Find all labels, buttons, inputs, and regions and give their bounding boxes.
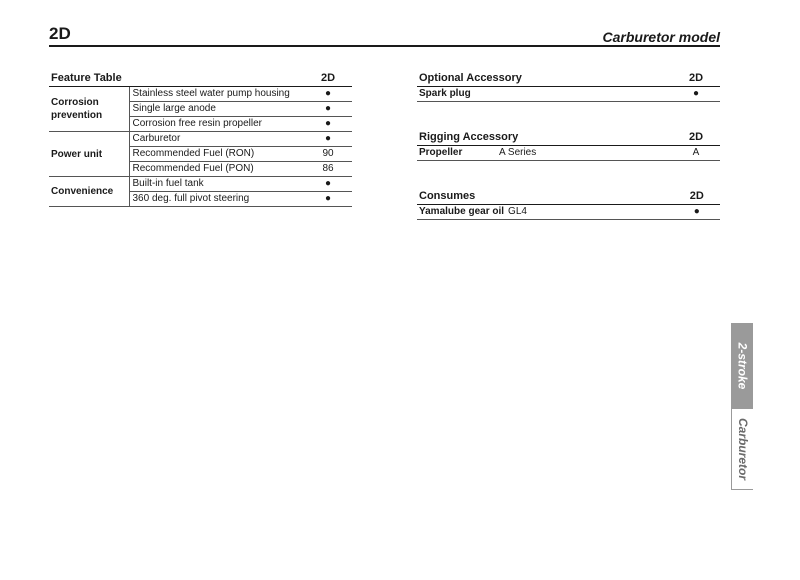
consumes-model-header: 2D xyxy=(673,188,720,205)
feature-value: ● xyxy=(304,87,352,102)
accessory-item: Spark plug xyxy=(417,87,497,102)
accessory-value: ● xyxy=(672,87,720,102)
feature-value: ● xyxy=(304,132,352,147)
table-row xyxy=(417,146,720,161)
feature-value: ● xyxy=(304,192,352,207)
model-code: 2D xyxy=(49,24,71,43)
consumes-value: ● xyxy=(673,205,720,220)
rigging-value: A xyxy=(672,146,720,161)
feature-name: Recommended Fuel (PON) xyxy=(129,162,304,177)
table-row xyxy=(417,87,720,102)
feature-name: Corrosion free resin propeller xyxy=(129,117,304,132)
rigging-accessory-table xyxy=(417,129,720,161)
table-row xyxy=(49,177,352,192)
consumes-item: Yamalube gear oil xyxy=(417,205,506,220)
rigging-item: Propeller xyxy=(417,146,497,161)
optional-accessory-model-header: 2D xyxy=(672,70,720,87)
group-label-convenience: Convenience xyxy=(49,177,129,207)
header-rule xyxy=(49,45,720,47)
feature-value: ● xyxy=(304,177,352,192)
rigging-detail: A Series xyxy=(497,146,672,161)
rigging-accessory-title: Rigging Accessory xyxy=(417,129,672,146)
feature-table-model-header: 2D xyxy=(304,70,352,87)
page-title: Carburetor model xyxy=(602,29,720,45)
accessory-detail xyxy=(497,87,672,102)
feature-name: 360 deg. full pivot steering xyxy=(129,192,304,207)
consumes-table xyxy=(417,188,720,220)
consumes-detail: GL4 xyxy=(506,205,673,220)
feature-name: Single large anode xyxy=(129,102,304,117)
optional-accessory-table xyxy=(417,70,720,102)
optional-accessory-title: Optional Accessory xyxy=(417,70,672,87)
table-row xyxy=(417,205,720,220)
side-tab-label: 2-stroke xyxy=(735,342,749,390)
side-tab-label: Carburetor xyxy=(735,417,750,481)
table-row xyxy=(49,87,352,102)
group-label-corrosion: Corrosion prevention xyxy=(49,87,129,132)
table-row xyxy=(49,132,352,147)
feature-value: 86 xyxy=(304,162,352,177)
feature-value: 90 xyxy=(304,147,352,162)
consumes-title: Consumes xyxy=(417,188,673,205)
side-tab-carburetor xyxy=(731,409,753,490)
feature-name: Carburetor xyxy=(129,132,304,147)
feature-value: ● xyxy=(304,102,352,117)
side-tab-2-stroke xyxy=(731,323,753,409)
feature-name: Recommended Fuel (RON) xyxy=(129,147,304,162)
feature-value: ● xyxy=(304,117,352,132)
group-label-power-unit: Power unit xyxy=(49,132,129,177)
feature-name: Built-in fuel tank xyxy=(129,177,304,192)
feature-table xyxy=(49,70,352,207)
feature-name: Stainless steel water pump housing xyxy=(129,87,304,102)
rigging-accessory-model-header: 2D xyxy=(672,129,720,146)
feature-table-title: Feature Table xyxy=(49,70,304,87)
